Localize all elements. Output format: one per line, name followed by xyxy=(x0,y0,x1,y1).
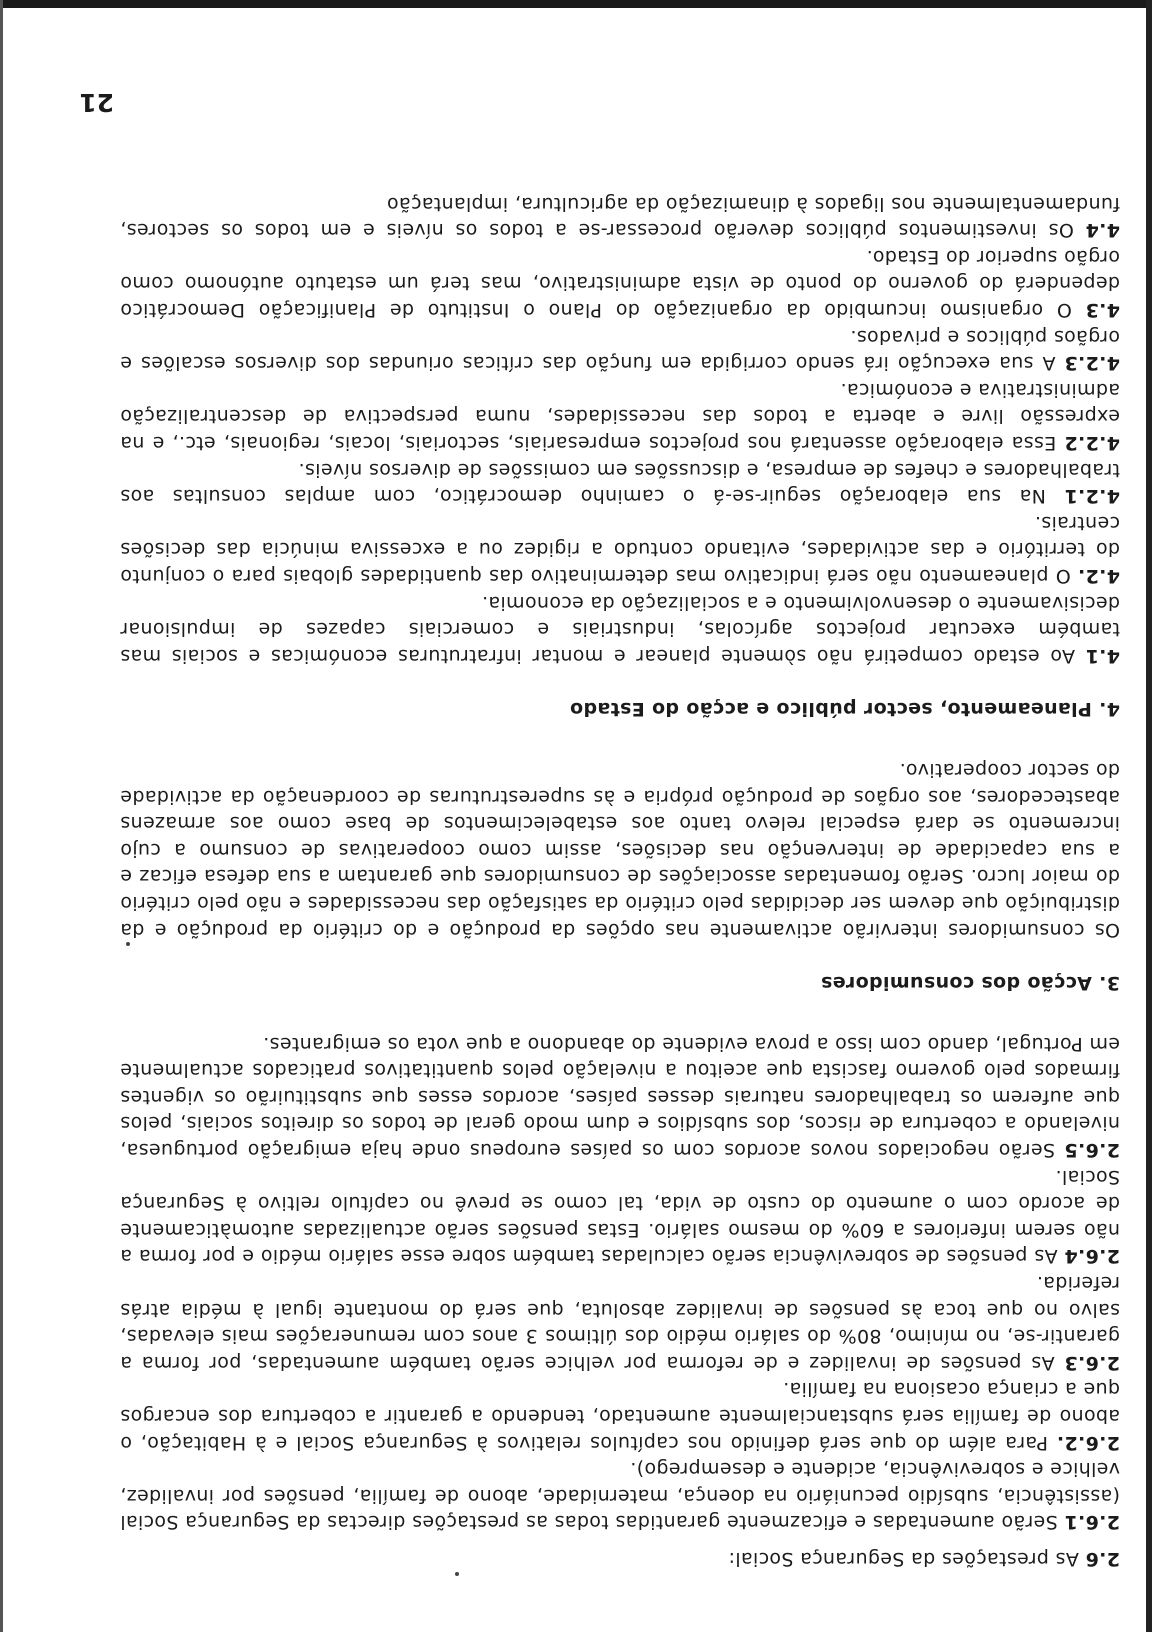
paragraph-4-2-2: 4.2.2 Essa elaboração assentará nos projectos empresariais, sectoriais, locais, regionais, etc., e na expressão livre e aberta a todos das necessidades, numa perspectiva de descentralização administrativa e económica. xyxy=(120,378,1120,455)
paragraph-2-6-1: 2.6.1 Serão aumentadas e eficazmente garantidas todas as prestações directas da Segurança Social (assistência, subsídio pecuniário na doença, maternidade, abono de família, pensões por invalidez, velhice e sobrevivência, acidente e desemprego). xyxy=(120,1458,1120,1534)
speck xyxy=(455,1572,459,1576)
paragraph-4-3: 4.3 O organismo incumbido da organização do Plano o Instituto de Planificação Democrático dependerá do governo do ponto de vista administrativo, mas terá um estatuto autónomo como orgão superior do Estado. xyxy=(120,245,1120,322)
paragraph-4-1: 4.1 Ao estado competirá não sòmente planear e montar infratruturas económicas e sociais mas também executar projectos agrícolas, industriais e comerciais capazes de impulsionar decisivamente o desenvolvimento e a socialização da economia. xyxy=(119,591,1120,667)
heading-section-4: 4. Planeamento, sector público e acção do Estado xyxy=(569,698,1120,721)
paragraph-4-4: 4.4 Os investimentos públicos deverão processar-se a todos os níveis e em todos os sectores, fundamentalmente nos ligados à dinamização da agricultura, implantação xyxy=(120,192,1120,242)
paragraph-2-6-5: 2.6.5 Serão negociados novos acordos com os países europeus onde haja emigração portuguesa, nivelando a cobertura de riscos, dos subsídios e dum modo geral de todos os direitos sociais, pelos que auferem os trabalhadores naturais desses países, acordos esses que substituirão os vigentes firmados pelo governo fascista que aceitou a nivelação pelos quantitativos praticados actualmente em Portugal, dando com isso a prova evidente do abandono a que vota os emigrantes. xyxy=(119,1032,1120,1162)
paragraph-2-6-3: 2.6.3 As pensões de invalidez e de reforma por velhice serão também aumentadas, por forma a garantir-se, no mínimo, 80% do salário médio dos últimos 3 anos com remunerações mais elevadas, salvo no que toca às pensões de invalidez absoluta, que será do montante igual à média atrás referida. xyxy=(120,1272,1120,1374)
paragraph-2-6: 2.6 As prestações da Segurança Social: xyxy=(728,1548,1120,1570)
paragraph-2-6-2: 2.6.2. Para além do que será definido nos capítulos relativos à Segurança Social e à Habitação, o abono de família será substancialmente aumentado, tendendo a garantir a cobertura dos encargos que a criança ocasiona na família. xyxy=(120,1378,1120,1454)
paragraph-4-2-3: 4.2.3 A sua execução irá sendo corrigida em função das críticas oriundas dos diversos escalões e orgãos públicos e privados. xyxy=(119,325,1120,375)
page-number: 21 xyxy=(79,88,114,117)
document-body xyxy=(120,190,1120,1572)
paragraph-2-6-4: 2.6.4 As pensões de sobrevivência serão calculadas também sobre esse salário médio e por forma a não serem inferiores a 60% do mesmo salário. Estas pensões serão actualizadas automàticamente de acordo com o aumento do custo de vida, tal como se prevê no capítulo reltivo à Segurança Social. xyxy=(120,1165,1120,1268)
paragraph-3: Os consumidores intervirão activamente nas opções da produção e do critério da produção e da distribuição que devem ser decididas pelo critério da satisfação das necessidades e não pelo critério do maior lucro. Serão fomentadas associações de consumidores que garantam a sua defesa eficaz e a sua capacidade de intervenção nas decisões, assim como cooperativas de consumo a cujo incremento se dará especial relevo tanto aos estabelecimentos de base como aos armazens abastecedores, aos orgãos de produção própria e às superestruturas de coordenação da actividade do sector cooperativo. xyxy=(120,758,1120,941)
paragraph-4-2-1: 4.2.1 Na sua elaboração seguir-se-á o caminho democrático, com amplas consultas aos trabalhadores e chefes de empresa, e discussões em comissões de diversos níveis. xyxy=(120,458,1120,508)
paragraph-4-2: 4.2. O planeamento não será indicativo mas determinativo das quantidades globais para o conjunto do território e das actividades, evitando contudo a rigidez ou a excessiva minúcia das decisões centrais. xyxy=(119,511,1120,587)
heading-section-3: 3. Acção dos consumidores xyxy=(820,972,1120,995)
